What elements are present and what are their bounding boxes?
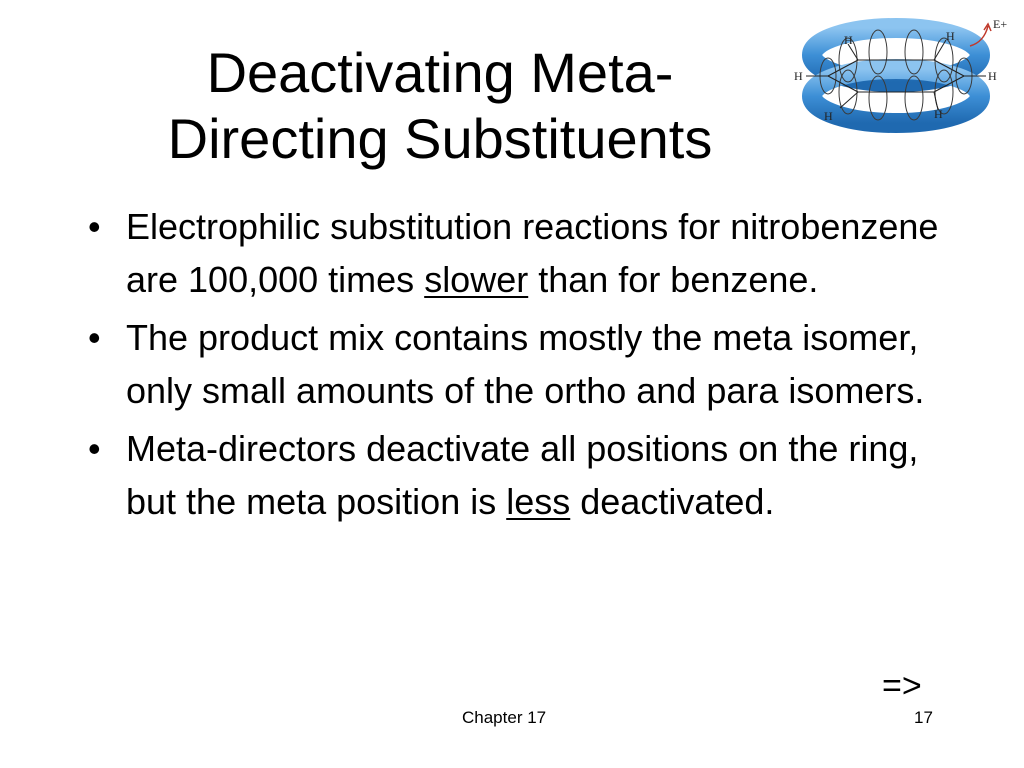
bullet-text: Meta-directors deactivate all positions on the ring, but the meta position is <box>126 428 919 522</box>
bullet-icon: • <box>88 317 101 358</box>
bullet-text: deactivated. <box>570 481 775 522</box>
footer-page-number: 17 <box>914 708 933 727</box>
slide-title <box>90 40 790 172</box>
emphasis-text: less <box>506 481 571 522</box>
lower-pi-ring <box>812 69 980 123</box>
hydrogen-label: H <box>946 29 955 43</box>
title-line-2: Directing Substituents <box>167 107 713 170</box>
footer-chapter: Chapter 17 <box>462 708 547 727</box>
hydrogen-label: H <box>794 69 803 83</box>
bullet-list <box>80 200 960 533</box>
emphasis-text: slower <box>424 259 529 300</box>
bullet-text: than for benzene. <box>528 259 819 300</box>
bullet-item <box>80 422 960 528</box>
electrophile-label: E+ <box>993 17 1008 31</box>
bullet-item <box>80 200 960 306</box>
bullet-text: The product mix contains mostly the meta isomer, only small amounts of the ortho and para isomers. <box>126 317 925 411</box>
bullet-icon: • <box>88 206 101 247</box>
benzene-pi-orbital-icon <box>788 10 1018 140</box>
hydrogen-label: H <box>988 69 997 83</box>
bullet-item <box>80 311 960 417</box>
next-slide-arrow[interactable]: => <box>882 667 922 705</box>
bullet-text: Electrophilic substitution reactions for nitrobenzene are 100,000 times <box>126 206 939 300</box>
title-line-1: Deactivating Meta- <box>206 41 674 104</box>
bullet-icon: • <box>88 428 101 469</box>
hydrogen-label: H <box>844 33 853 47</box>
hydrogen-label: H <box>934 107 943 121</box>
hydrogen-label: H <box>824 109 833 123</box>
